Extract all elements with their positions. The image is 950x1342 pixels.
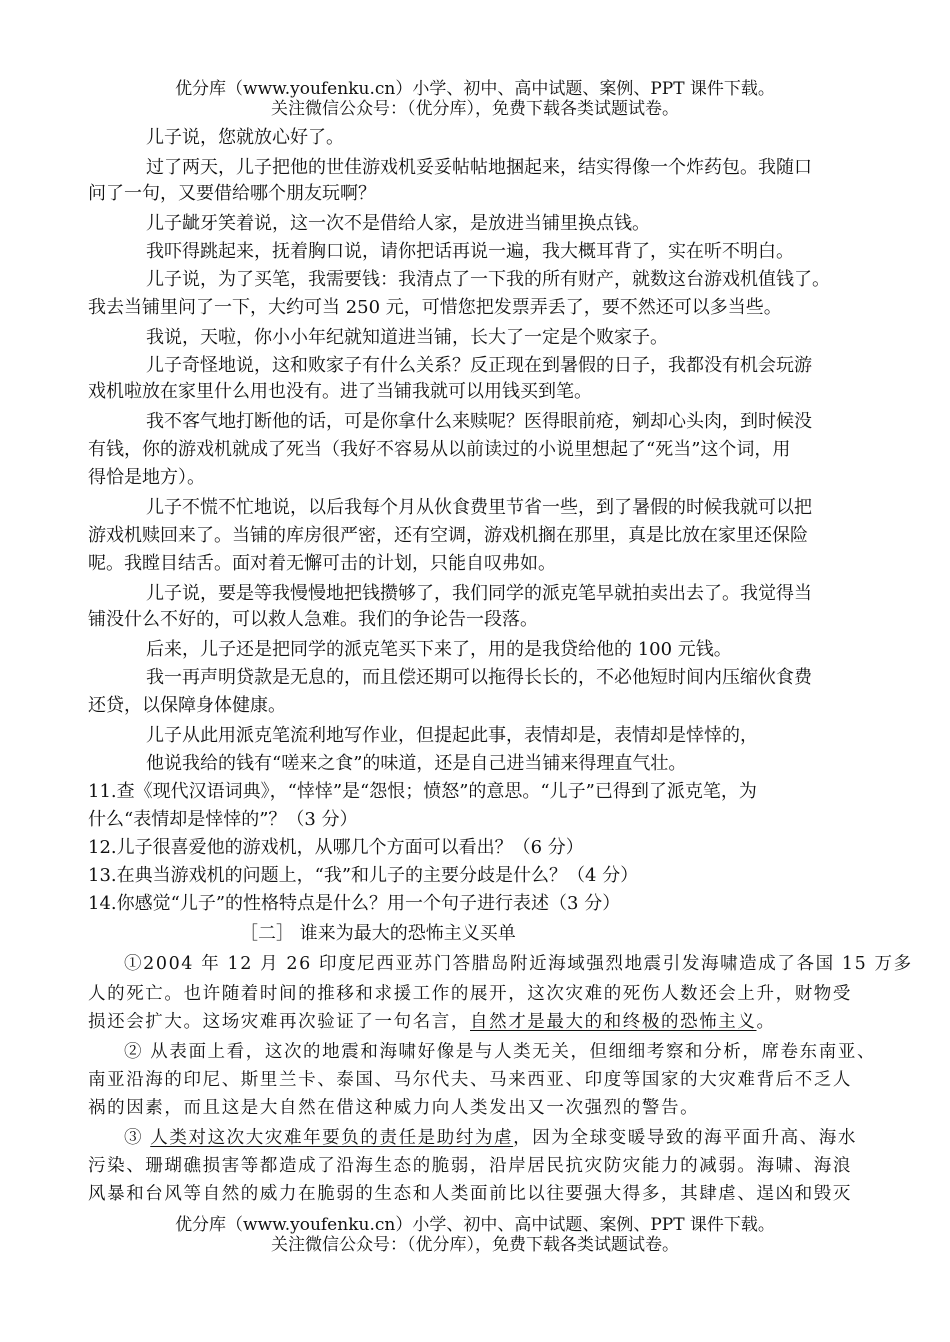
underlined-phrase: 自然才是最大的和终极的恐怖主义: [470, 1012, 757, 1032]
story-line: 呢。我瞠目结舌。面对着无懈可击的计划，只能自叹弗如。: [88, 553, 556, 574]
article-text: 。: [756, 1012, 776, 1032]
question-11-cont: 什么“表情却是悻悻的”？（3 分）: [88, 809, 358, 830]
question-14: 14.你感觉“儿子”的性格特点是什么？用一个句子进行表述（3 分）: [88, 893, 621, 914]
section-title: ［二］ 谁来为最大的恐怖主义买单: [240, 923, 516, 944]
story-line: 我吓得跳起来，抚着胸口说，请你把话再说一遍，我大概耳背了，实在听不明白。: [146, 241, 794, 262]
story-line: 儿子龇牙笑着说，这一次不是借给人家，是放进当铺里换点钱。: [146, 213, 650, 234]
story-line: 我说，天啦，你小小年纪就知道进当铺，长大了一定是个败家子。: [146, 327, 668, 348]
story-line: 后来，儿子还是把同学的派克笔买下来了，用的是我贷给他的 100 元钱。: [146, 639, 732, 660]
article-text: ，因为全球变暖导致的海平面升高、海水: [513, 1128, 857, 1148]
question-13: 13.在典当游戏机的问题上，“我”和儿子的主要分歧是什么？（4 分）: [88, 865, 639, 886]
header-line-1: 优分库（www.youfenku.cn）小学、初中、高中试题、案例、PPT 课件下载。: [175, 79, 775, 99]
story-line: 还贷，以保障身体健康。: [88, 695, 286, 716]
story-line: 过了两天，儿子把他的世佳游戏机妥妥帖帖地捆起来，结实得像一个炸药包。我随口: [146, 157, 812, 178]
article-line: 南亚沿海的印尼、斯里兰卡、泰国、马尔代夫、马来西亚、印度等国家的大灾难背后不乏人: [88, 1070, 852, 1090]
story-line: 儿子不慌不忙地说，以后我每个月从伙食费里节省一些，到了暑假的时候我就可以把: [146, 497, 812, 518]
article-line: ② 从表面上看，这次的地震和海啸好像是与人类无关，但细细考察和分析，席卷东南亚、: [124, 1042, 877, 1062]
story-line: 我一再声明贷款是无息的，而且偿还期可以拖得长长的，不必他短时间内压缩伙食费: [146, 667, 812, 688]
story-line: 得恰是地方）。: [88, 467, 205, 488]
story-line: 我不客气地打断他的话，可是你拿什么来赎呢？医得眼前疮，剜却心头肉，到时候没: [146, 411, 812, 432]
article-line: [88, 1010, 776, 1034]
story-line: 铺没什么不好的，可以救人急难。我们的争论告一段落。: [88, 609, 538, 630]
article-line: 祸的因素，而且这是大自然在借这种威力向人类发出又一次强烈的警告。: [88, 1098, 700, 1118]
story-line: 我去当铺里问了一下，大约可当 250 元，可惜您把发票弄丢了，要不然还可以多当些。: [88, 297, 782, 318]
story-line: 儿子从此用派克笔流利地写作业，但提起此事，表情却是，表情却是悻悻的，: [146, 725, 758, 746]
story-line: 他说我给的钱有“嗟来之食”的味道，还是自己进当铺来得理直气壮。: [146, 753, 687, 774]
story-line: 儿子奇怪地说，这和败家子有什么关系？反正现在到暑假的日子，我都没有机会玩游: [146, 355, 812, 376]
story-line: 儿子说，您就放心好了。: [146, 127, 344, 148]
story-line: 戏机啦放在家里什么用也没有。进了当铺我就可以用钱买到笔。: [88, 381, 592, 402]
header-line-2: 关注微信公众号：（优分库），免费下载各类试题试卷。: [271, 99, 679, 119]
story-line: 有钱，你的游戏机就成了死当（我好不容易从以前读过的小说里想起了“死当”这个词，用: [88, 439, 791, 460]
article-text: ③: [124, 1128, 151, 1148]
underlined-phrase: 人类对这次大灾难年要负的责任是助纣为虐: [150, 1128, 514, 1148]
article-line: 污染、珊瑚礁损害等都造成了沿海生态的脆弱，沿岸居民抗灾防灾能力的减弱。海啸、海浪: [88, 1156, 852, 1176]
story-line: 游戏机赎回来了。当铺的库房很严密，还有空调，游戏机搁在那里，真是比放在家里还保险: [88, 525, 808, 546]
article-line: 风暴和台风等自然的威力在脆弱的生态和人类面前比以往要强大得多，其肆虐、逞凶和毁灭: [88, 1184, 852, 1204]
story-line: 儿子说，为了买笔，我需要钱：我清点了一下我的所有财产，就数这台游戏机值钱了。: [146, 269, 830, 290]
article-line: 人的死亡。也许随着时间的推移和求援工作的展开，这次灾难的死伤人数还会上升，财物受: [88, 984, 852, 1004]
question-11: 11.查《现代汉语词典》，“悻悻”是“怨恨；愤怒”的意思。“儿子”已得到了派克笔，为: [88, 781, 757, 802]
question-12: 12.儿子很喜爱他的游戏机，从哪几个方面可以看出？（6 分）: [88, 837, 584, 858]
story-line: 问了一句，又要借给哪个朋友玩啊？: [88, 183, 376, 204]
story-line: 儿子说，要是等我慢慢地把钱攒够了，我们同学的派克笔早就拍卖出去了。我觉得当: [146, 583, 812, 604]
article-text: 损还会扩大。这场灾难再次验证了一句名言，: [88, 1012, 470, 1032]
footer-line-2: 关注微信公众号：（优分库），免费下载各类试题试卷。: [271, 1235, 679, 1255]
footer-line-1: 优分库（www.youfenku.cn）小学、初中、高中试题、案例、PPT 课件下载。: [175, 1215, 775, 1235]
article-line: [124, 1126, 857, 1150]
article-line: ①2004 年 12 月 26 印度尼西亚苏门答腊岛附近海域强烈地震引发海啸造成了各国 15 万多: [124, 954, 913, 974]
